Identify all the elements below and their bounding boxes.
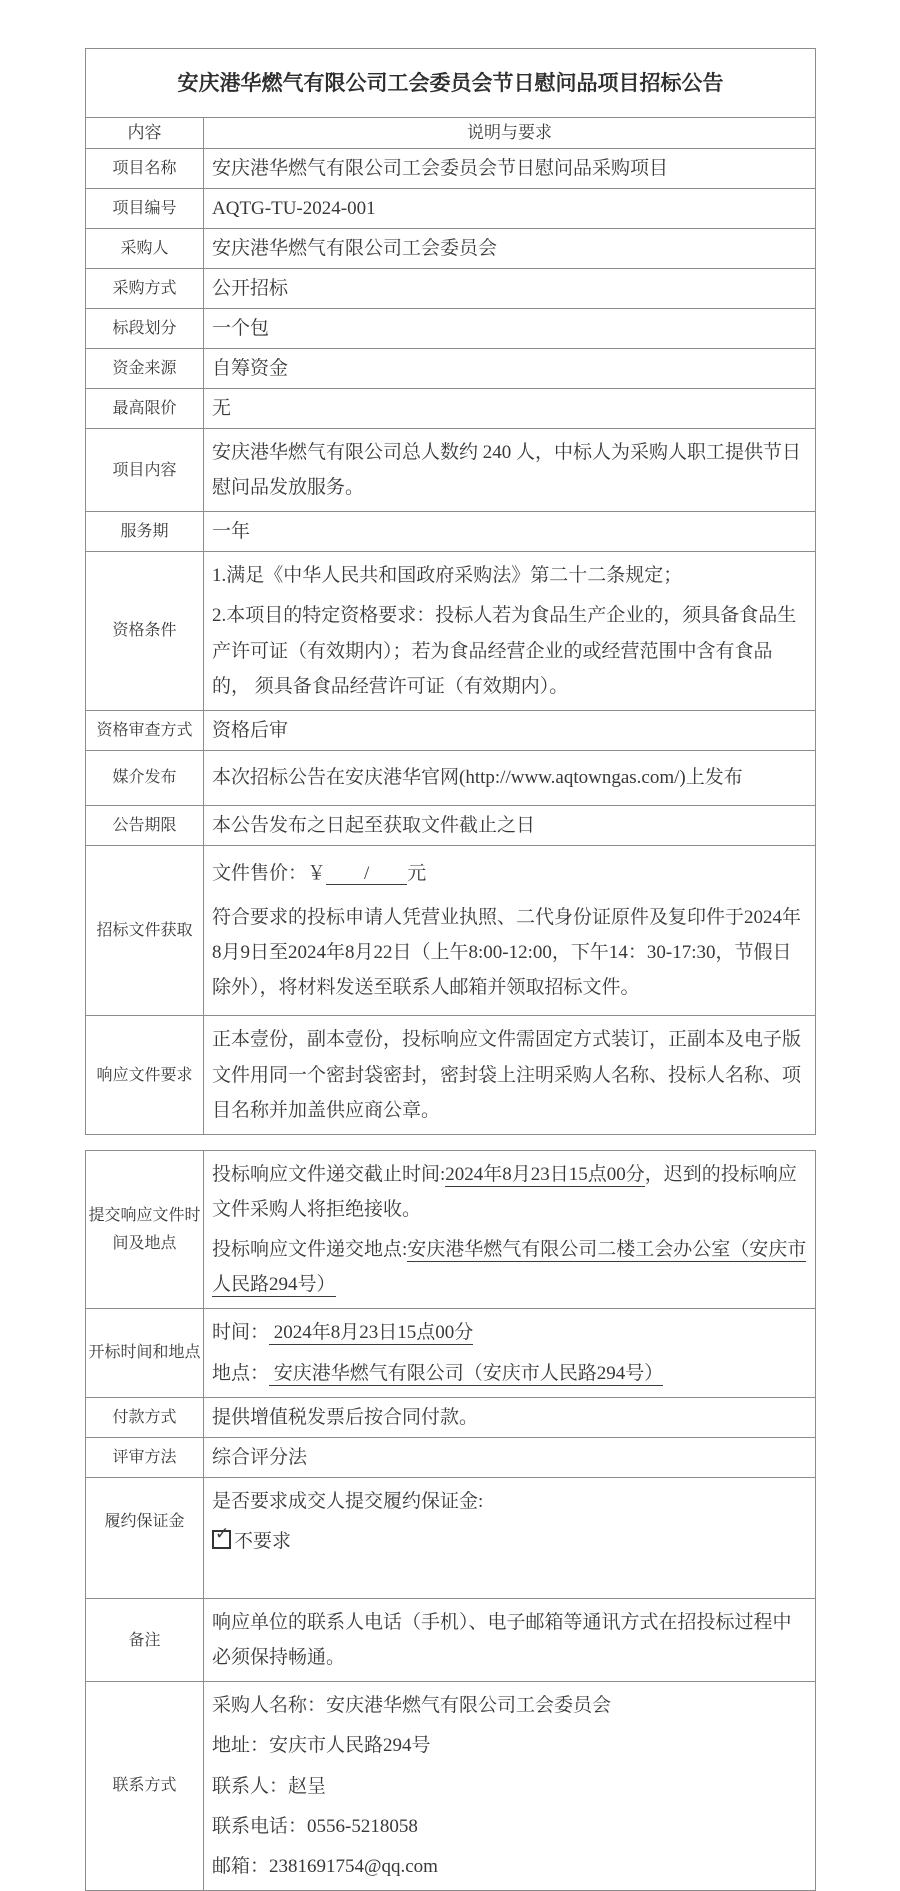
bond-answer-text: 不要求 xyxy=(234,1530,292,1552)
row-bond-label: 履约保证金 xyxy=(86,1477,204,1598)
table-row xyxy=(86,389,816,429)
table-row xyxy=(86,805,816,845)
doc-price-prefix: 文件售价：￥ xyxy=(212,862,327,884)
doc-price-line xyxy=(212,856,807,891)
row-project-no-value: AQTG-TU-2024-001 xyxy=(204,189,816,229)
opening-place-underlined: 安庆港华燃气有限公司（安庆市人民路294号） xyxy=(269,1362,664,1384)
row-review-method-label: 资格审查方式 xyxy=(86,710,204,750)
bond-question-text: 是否要求成交人提交履约保证金: xyxy=(212,1490,484,1512)
column-header-content: 内容 xyxy=(86,118,204,149)
table-row xyxy=(86,429,816,512)
row-evaluation-value: 综合评分法 xyxy=(204,1437,816,1477)
contact-email: 邮箱：2381691754@qq.com xyxy=(212,1855,438,1877)
table-row xyxy=(86,309,816,349)
table-row xyxy=(86,750,816,805)
row-purchaser-value: 安庆港华燃气有限公司工会委员会 xyxy=(204,229,816,269)
row-sections-value: 一个包 xyxy=(204,309,816,349)
row-doc-obtain-value xyxy=(204,845,816,1016)
table-row xyxy=(86,269,816,309)
checkbox-checked-icon xyxy=(212,1523,231,1549)
row-review-method-value: 资格后审 xyxy=(204,710,816,750)
row-payment-value: 提供增值税发票后按合同付款。 xyxy=(204,1397,816,1437)
contact-phone: 联系电话：0556-5218058 xyxy=(212,1815,418,1837)
table-row xyxy=(86,710,816,750)
row-qualification-label: 资格条件 xyxy=(86,552,204,711)
row-notice-period-value: 本公告发布之日起至获取文件截止之日 xyxy=(204,805,816,845)
row-media-label: 媒介发布 xyxy=(86,750,204,805)
row-qualification-value xyxy=(204,552,816,711)
submission-deadline-line xyxy=(212,1157,807,1227)
row-notice-period-label: 公告期限 xyxy=(86,805,204,845)
table-row xyxy=(86,149,816,189)
header-row xyxy=(86,118,816,149)
submission-place-prefix: 投标响应文件递交地点: xyxy=(212,1239,408,1261)
response-req-text: 正本壹份，副本壹份，投标响应文件需固定方式装订，正副本及电子版文件用同一个密封袋密封，密封袋上注明采购人名称、投标人名称、项目名称并加盖供应商公章。 xyxy=(212,1029,802,1121)
submission-deadline-prefix: 投标响应文件递交截止时间: xyxy=(212,1163,446,1185)
submission-deadline-suffix: ，迟到的投标响应文件采购人将拒绝接收。 xyxy=(212,1163,797,1220)
bond-answer-line xyxy=(212,1524,807,1559)
page-title: 安庆港华燃气有限公司工会委员会节日慰问品项目招标公告 xyxy=(86,49,816,118)
row-project-name-label: 项目名称 xyxy=(86,149,204,189)
qualification-item-2: 2.本项目的特定资格要求：投标人若为食品生产企业的，须具备食品生产许可证（有效期内）；若为食品经营企业的或经营范围中含有食品的， 须具备食品经营许可证（有效期内）。 xyxy=(212,605,797,697)
doc-price-suffix: 元 xyxy=(407,862,427,884)
row-sections-label: 标段划分 xyxy=(86,309,204,349)
check-mark-glyph: ✓ xyxy=(215,1523,230,1544)
row-remarks-label: 备注 xyxy=(86,1598,204,1681)
tender-notice-table-main xyxy=(85,48,816,1135)
tender-notice-table-secondary xyxy=(85,1150,816,1891)
title-row xyxy=(86,49,816,118)
row-purchaser-label: 采购人 xyxy=(86,229,204,269)
row-submission-label: 提交响应文件时间及地点 xyxy=(86,1150,204,1309)
opening-place-line xyxy=(212,1356,807,1391)
row-doc-obtain-label: 招标文件获取 xyxy=(86,845,204,1016)
table-row xyxy=(86,845,816,1016)
row-contact-value xyxy=(204,1682,816,1891)
contact-address: 地址：安庆市人民路294号 xyxy=(212,1735,431,1757)
row-project-content-value xyxy=(204,429,816,512)
table-row xyxy=(86,1309,816,1397)
table-row xyxy=(86,1016,816,1134)
opening-time-underlined: 2024年8月23日15点00分 xyxy=(269,1322,474,1344)
table-row xyxy=(86,1598,816,1681)
submission-place-underlined: 安庆港华燃气有限公司二楼工会办公室（安庆市人民路294号） xyxy=(212,1239,807,1296)
doc-obtain-text: 符合要求的投标申请人凭营业执照、二代身份证原件及复印件于2024年8月9日至2024年8月22日（上午8:00-12:00，下午14：30-17:30，节假日除外），将材料发送至联系人邮箱并领取招标文件。 xyxy=(212,906,802,999)
row-contact-label: 联系方式 xyxy=(86,1682,204,1891)
table-row xyxy=(86,512,816,552)
row-project-name-value: 安庆港华燃气有限公司工会委员会节日慰问品采购项目 xyxy=(204,149,816,189)
row-response-req-value xyxy=(204,1016,816,1134)
row-max-price-label: 最高限价 xyxy=(86,389,204,429)
qualification-item-1: 1.满足《中华人民共和国政府采购法》第二十二条规定； xyxy=(212,565,683,587)
doc-price-blank-underline: / xyxy=(326,862,408,884)
opening-time-label: 时间： xyxy=(212,1322,270,1344)
contact-person: 联系人：赵呈 xyxy=(212,1775,327,1797)
table-row xyxy=(86,229,816,269)
document-page xyxy=(85,48,816,1891)
table-row xyxy=(86,1682,816,1891)
row-bond-value xyxy=(204,1477,816,1598)
opening-time-line xyxy=(212,1315,807,1350)
row-service-period-label: 服务期 xyxy=(86,512,204,552)
contact-purchaser-name: 采购人名称：安庆港华燃气有限公司工会委员会 xyxy=(212,1695,612,1717)
row-project-no-label: 项目编号 xyxy=(86,189,204,229)
project-content-text: 安庆港华燃气有限公司总人数约 240 人，中标人为采购人职工提供节日慰问品发放服务。 xyxy=(212,442,802,499)
table-row xyxy=(86,1477,816,1598)
row-response-req-label: 响应文件要求 xyxy=(86,1016,204,1134)
opening-place-label: 地点： xyxy=(212,1362,270,1384)
table-row xyxy=(86,1397,816,1437)
table-row xyxy=(86,349,816,389)
row-payment-label: 付款方式 xyxy=(86,1397,204,1437)
row-submission-value xyxy=(204,1150,816,1309)
row-funding-label: 资金来源 xyxy=(86,349,204,389)
table-row xyxy=(86,189,816,229)
table-row xyxy=(86,1150,816,1309)
row-project-content-label: 项目内容 xyxy=(86,429,204,512)
row-remarks-value xyxy=(204,1598,816,1681)
row-procurement-method-label: 采购方式 xyxy=(86,269,204,309)
submission-place-line xyxy=(212,1232,807,1302)
row-service-period-value: 一年 xyxy=(204,512,816,552)
row-procurement-method-value: 公开招标 xyxy=(204,269,816,309)
row-funding-value: 自筹资金 xyxy=(204,349,816,389)
submission-deadline-underlined: 2024年8月23日15点00分 xyxy=(445,1163,645,1185)
row-evaluation-label: 评审方法 xyxy=(86,1437,204,1477)
remarks-text: 响应单位的联系人电话（手机）、电子邮箱等通讯方式在招投标过程中必须保持畅通。 xyxy=(212,1611,792,1669)
row-opening-label: 开标时间和地点 xyxy=(86,1309,204,1397)
row-media-value: 本次招标公告在安庆港华官网(http://www.aqtowngas.com/)上发布 xyxy=(204,750,816,805)
row-max-price-value: 无 xyxy=(204,389,816,429)
table-row xyxy=(86,1437,816,1477)
column-header-description: 说明与要求 xyxy=(204,118,816,149)
table-row xyxy=(86,552,816,711)
row-opening-value xyxy=(204,1309,816,1397)
